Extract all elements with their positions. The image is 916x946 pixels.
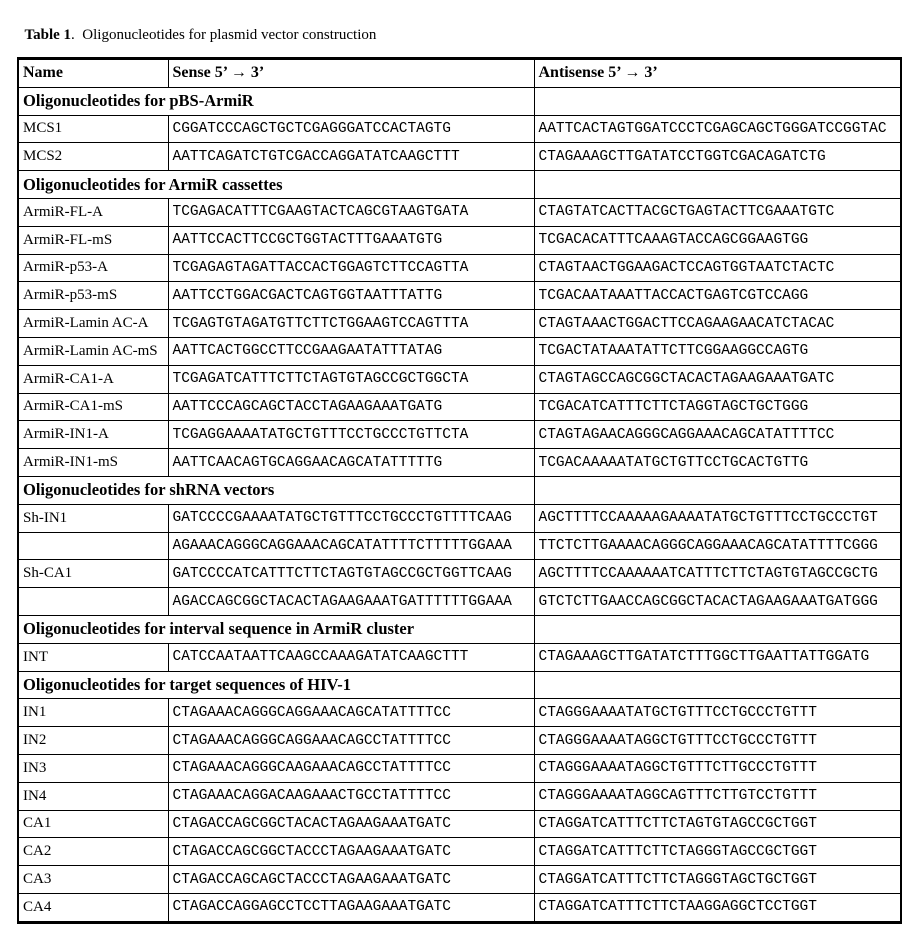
antisense-sequence: TCGACAATAAATTACCACTGAGTCGTCCAGG xyxy=(534,282,901,310)
sense-sequence: CTAGAAACAGGGCAAGAAACAGCCTATTTTCC xyxy=(168,754,534,782)
sense-sequence: CTAGAAACAGGGCAGGAAACAGCCTATTTTCC xyxy=(168,727,534,755)
column-header-antisense: Antisense 5’ → 3’ xyxy=(534,59,901,88)
antisense-sequence: GTCTCTTGAACCAGCGGCTACACTAGAAGAAATGATGGG xyxy=(534,588,901,616)
oligo-row xyxy=(18,504,901,532)
section-label: Oligonucleotides for interval sequence in ArmiR cluster xyxy=(18,615,534,643)
section-label: Oligonucleotides for ArmiR cassettes xyxy=(18,171,534,199)
oligo-row xyxy=(18,810,901,838)
sense-sequence: TCGAGACATTTCGAAGTACTCAGCGTAAGTGATA xyxy=(168,198,534,226)
oligo-name: ArmiR-CA1-A xyxy=(18,365,168,393)
antisense-sequence: CTAGGATCATTTCTTCTAGGGTAGCCGCTGGT xyxy=(534,838,901,866)
antisense-sequence: CTAGGGAAAATATGCTGTTTCCTGCCCTGTTT xyxy=(534,699,901,727)
oligo-row xyxy=(18,143,901,171)
oligo-name: ArmiR-FL-A xyxy=(18,198,168,226)
oligo-row xyxy=(18,866,901,894)
section-empty-cell xyxy=(534,615,901,643)
section-row xyxy=(18,615,901,643)
antisense-sequence: CTAGAAAGCTTGATATCCTGGTCGACAGATCTG xyxy=(534,143,901,171)
column-header-name: Name xyxy=(18,59,168,88)
oligo-row xyxy=(18,699,901,727)
oligo-name: CA2 xyxy=(18,838,168,866)
table-caption xyxy=(17,10,376,44)
oligo-name: CA1 xyxy=(18,810,168,838)
oligo-row xyxy=(18,782,901,810)
oligo-name: IN4 xyxy=(18,782,168,810)
sense-sequence: AATTCAACAGTGCAGGAACAGCATATTTTTG xyxy=(168,449,534,477)
oligo-row xyxy=(18,643,901,671)
oligo-row xyxy=(18,282,901,310)
section-empty-cell xyxy=(534,171,901,199)
oligo-name xyxy=(18,532,168,560)
sense-sequence: AATTCAGATCTGTCGACCAGGATATCAAGCTTT xyxy=(168,143,534,171)
oligo-name: IN1 xyxy=(18,699,168,727)
oligo-name xyxy=(18,588,168,616)
section-row xyxy=(18,476,901,504)
table-caption-text: . Oligonucleotides for plasmid vector construction xyxy=(71,27,377,43)
section-empty-cell xyxy=(534,671,901,699)
oligo-row xyxy=(18,754,901,782)
oligo-row xyxy=(18,198,901,226)
sense-sequence: AGAAACAGGGCAGGAAACAGCATATTTTCTTTTTGGAAA xyxy=(168,532,534,560)
table-caption-number: Table 1 xyxy=(24,27,72,43)
section-label: Oligonucleotides for pBS-ArmiR xyxy=(18,87,534,115)
antisense-sequence: AGCTTTTCCAAAAAATCATTTCTTCTAGTGTAGCCGCTG xyxy=(534,560,901,588)
oligo-name: CA4 xyxy=(18,893,168,922)
oligo-name: ArmiR-IN1-A xyxy=(18,421,168,449)
sense-sequence: CTAGAAACAGGGCAGGAAACAGCATATTTTCC xyxy=(168,699,534,727)
oligo-row xyxy=(18,727,901,755)
section-empty-cell xyxy=(534,87,901,115)
sense-sequence: CTAGAAACAGGACAAGAAACTGCCTATTTTCC xyxy=(168,782,534,810)
sense-sequence: TCGAGAGTAGATTACCACTGGAGTCTTCCAGTTA xyxy=(168,254,534,282)
oligo-row xyxy=(18,310,901,338)
oligo-name: ArmiR-IN1-mS xyxy=(18,449,168,477)
oligo-row xyxy=(18,421,901,449)
antisense-sequence: CTAGGGAAAATAGGCTGTTTCCTGCCCTGTTT xyxy=(534,727,901,755)
sense-sequence: TCGAGTGTAGATGTTCTTCTGGAAGTCCAGTTTA xyxy=(168,310,534,338)
oligo-name: ArmiR-Lamin AC-A xyxy=(18,310,168,338)
antisense-sequence: CTAGTAGAACAGGGCAGGAAACAGCATATTTTCC xyxy=(534,421,901,449)
sense-sequence: AGACCAGCGGCTACACTAGAAGAAATGATTTTTTGGAAA xyxy=(168,588,534,616)
antisense-sequence: CTAGGGAAAATAGGCAGTTTCTTGTCCTGTTT xyxy=(534,782,901,810)
sense-sequence: CTAGACCAGCAGCTACCCTAGAAGAAATGATC xyxy=(168,866,534,894)
oligo-name: ArmiR-p53-A xyxy=(18,254,168,282)
sense-sequence: CGGATCCCAGCTGCTCGAGGGATCCACTAGTG xyxy=(168,115,534,143)
header-row xyxy=(18,59,901,88)
antisense-sequence: AGCTTTTCCAAAAAGAAAATATGCTGTTTCCTGCCCTGT xyxy=(534,504,901,532)
section-row xyxy=(18,671,901,699)
table-body xyxy=(18,87,901,922)
section-row xyxy=(18,171,901,199)
sense-sequence: TCGAGATCATTTCTTCTAGTGTAGCCGCTGGCTA xyxy=(168,365,534,393)
antisense-sequence: CTAGGGAAAATAGGCTGTTTCTTGCCCTGTTT xyxy=(534,754,901,782)
antisense-sequence: CTAGTAACTGGAAGACTCCAGTGGTAATCTACTC xyxy=(534,254,901,282)
oligo-row xyxy=(18,115,901,143)
oligo-row xyxy=(18,254,901,282)
oligo-row xyxy=(18,532,901,560)
antisense-sequence: CTAGAAAGCTTGATATCTTTGGCTTGAATTATTGGATG xyxy=(534,643,901,671)
oligo-row xyxy=(18,588,901,616)
sense-sequence: CTAGACCAGCGGCTACACTAGAAGAAATGATC xyxy=(168,810,534,838)
sense-sequence: CTAGACCAGCGGCTACCCTAGAAGAAATGATC xyxy=(168,838,534,866)
oligo-name: MCS2 xyxy=(18,143,168,171)
sense-sequence: CATCCAATAATTCAAGCCAAAGATATCAAGCTTT xyxy=(168,643,534,671)
oligo-name: ArmiR-p53-mS xyxy=(18,282,168,310)
section-label: Oligonucleotides for shRNA vectors xyxy=(18,476,534,504)
antisense-sequence: TCGACATCATTTCTTCTAGGTAGCTGCTGGG xyxy=(534,393,901,421)
section-label: Oligonucleotides for target sequences of HIV-1 xyxy=(18,671,534,699)
section-row xyxy=(18,87,901,115)
antisense-sequence: CTAGGATCATTTCTTCTAGTGTAGCCGCTGGT xyxy=(534,810,901,838)
oligo-name: MCS1 xyxy=(18,115,168,143)
sense-sequence: AATTCCCAGCAGCTACCTAGAAGAAATGATG xyxy=(168,393,534,421)
oligo-name: IN2 xyxy=(18,727,168,755)
sense-sequence: GATCCCCATCATTTCTTCTAGTGTAGCCGCTGGTTCAAG xyxy=(168,560,534,588)
sense-sequence: CTAGACCAGGAGCCTCCTTAGAAGAAATGATC xyxy=(168,893,534,922)
oligo-row xyxy=(18,560,901,588)
oligo-row xyxy=(18,893,901,922)
oligo-name: Sh-CA1 xyxy=(18,560,168,588)
oligo-name: ArmiR-CA1-mS xyxy=(18,393,168,421)
antisense-sequence: TCGACTATAAATATTCTTCGGAAGGCCAGTG xyxy=(534,337,901,365)
oligo-name: INT xyxy=(18,643,168,671)
oligo-row xyxy=(18,838,901,866)
antisense-sequence: CTAGTAAACTGGACTTCCAGAAGAACATCTACAC xyxy=(534,310,901,338)
antisense-sequence: TCGACAAAAATATGCTGTTCCTGCACTGTTG xyxy=(534,449,901,477)
oligo-row xyxy=(18,365,901,393)
sense-sequence: AATTCCACTTCCGCTGGTACTTTGAAATGTG xyxy=(168,226,534,254)
oligo-row xyxy=(18,226,901,254)
oligo-name: IN3 xyxy=(18,754,168,782)
antisense-sequence: TCGACACATTTCAAAGTACCAGCGGAAGTGG xyxy=(534,226,901,254)
antisense-sequence: CTAGGATCATTTCTTCTAGGGTAGCTGCTGGT xyxy=(534,866,901,894)
column-header-sense: Sense 5’ → 3’ xyxy=(168,59,534,88)
sense-sequence: AATTCACTGGCCTTCCGAAGAATATTTATAG xyxy=(168,337,534,365)
oligo-name: CA3 xyxy=(18,866,168,894)
sense-sequence: AATTCCTGGACGACTCAGTGGTAATTTATTG xyxy=(168,282,534,310)
oligo-name: ArmiR-FL-mS xyxy=(18,226,168,254)
antisense-sequence: TTCTCTTGAAAACAGGGCAGGAAACAGCATATTTTCGGG xyxy=(534,532,901,560)
oligo-row xyxy=(18,393,901,421)
antisense-sequence: CTAGGATCATTTCTTCTAAGGAGGCTCCTGGT xyxy=(534,893,901,922)
antisense-sequence: CTAGTAGCCAGCGGCTACACTAGAAGAAATGATC xyxy=(534,365,901,393)
oligo-name: ArmiR-Lamin AC-mS xyxy=(18,337,168,365)
oligo-name: Sh-IN1 xyxy=(18,504,168,532)
oligo-row xyxy=(18,337,901,365)
sense-sequence: GATCCCCGAAAATATGCTGTTTCCTGCCCTGTTTTCAAG xyxy=(168,504,534,532)
antisense-sequence: AATTCACTAGTGGATCCCTCGAGCAGCTGGGATCCGGTAC xyxy=(534,115,901,143)
oligo-row xyxy=(18,449,901,477)
section-empty-cell xyxy=(534,476,901,504)
sense-sequence: TCGAGGAAAATATGCTGTTTCCTGCCCTGTTCTA xyxy=(168,421,534,449)
oligonucleotide-table xyxy=(17,57,902,924)
antisense-sequence: CTAGTATCACTTACGCTGAGTACTTCGAAATGTC xyxy=(534,198,901,226)
